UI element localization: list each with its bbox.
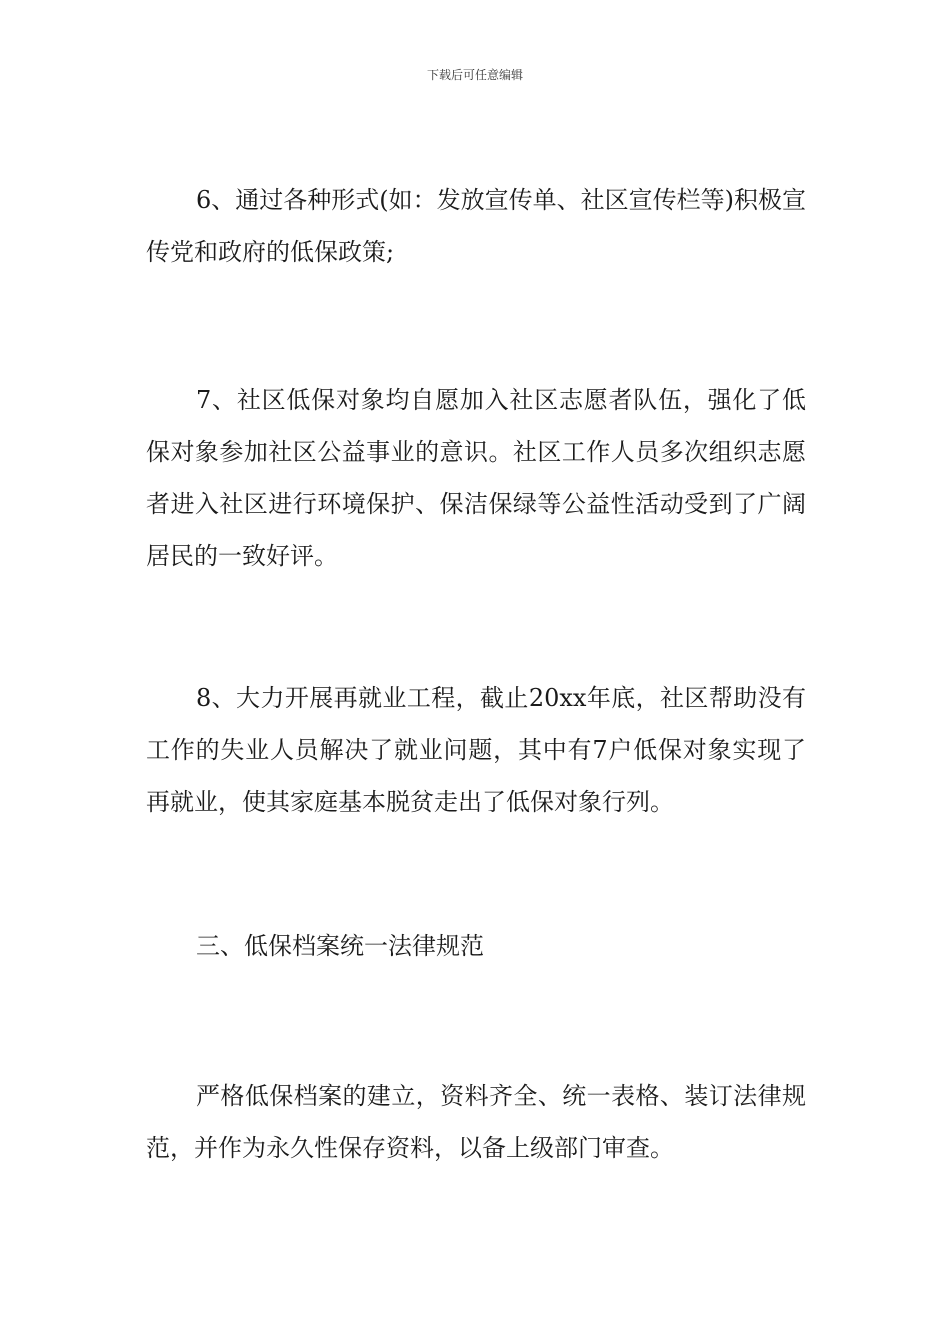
paragraph-item-6: 6、通过各种形式(如：发放宣传单、社区宣传栏等)积极宣传党和政府的低保政策;	[146, 186, 806, 266]
paragraph-item-8: 8、大力开展再就业工程，截止20xx年底，社区帮助没有工作的失业人员解决了就业问题，其中有7户低保对象实现了再就业，使其家庭基本脱贫走出了低保对象行列。	[146, 684, 806, 816]
paragraph-archive-rules: 严格低保档案的建立，资料齐全、统一表格、装订法律规范，并作为永久性保存资料，以备上级部门审查。	[146, 1082, 806, 1162]
paragraph-item-7: 7、社区低保对象均自愿加入社区志愿者队伍，强化了低保对象参加社区公益事业的意识。社区工作人员多次组织志愿者进入社区进行环境保护、保洁保绿等公益性活动受到了广阔居民的一致好评。	[146, 386, 806, 570]
page-header-note: 下载后可任意编辑	[426, 68, 523, 82]
section-heading-3: 三、低保档案统一法律规范	[196, 932, 484, 960]
